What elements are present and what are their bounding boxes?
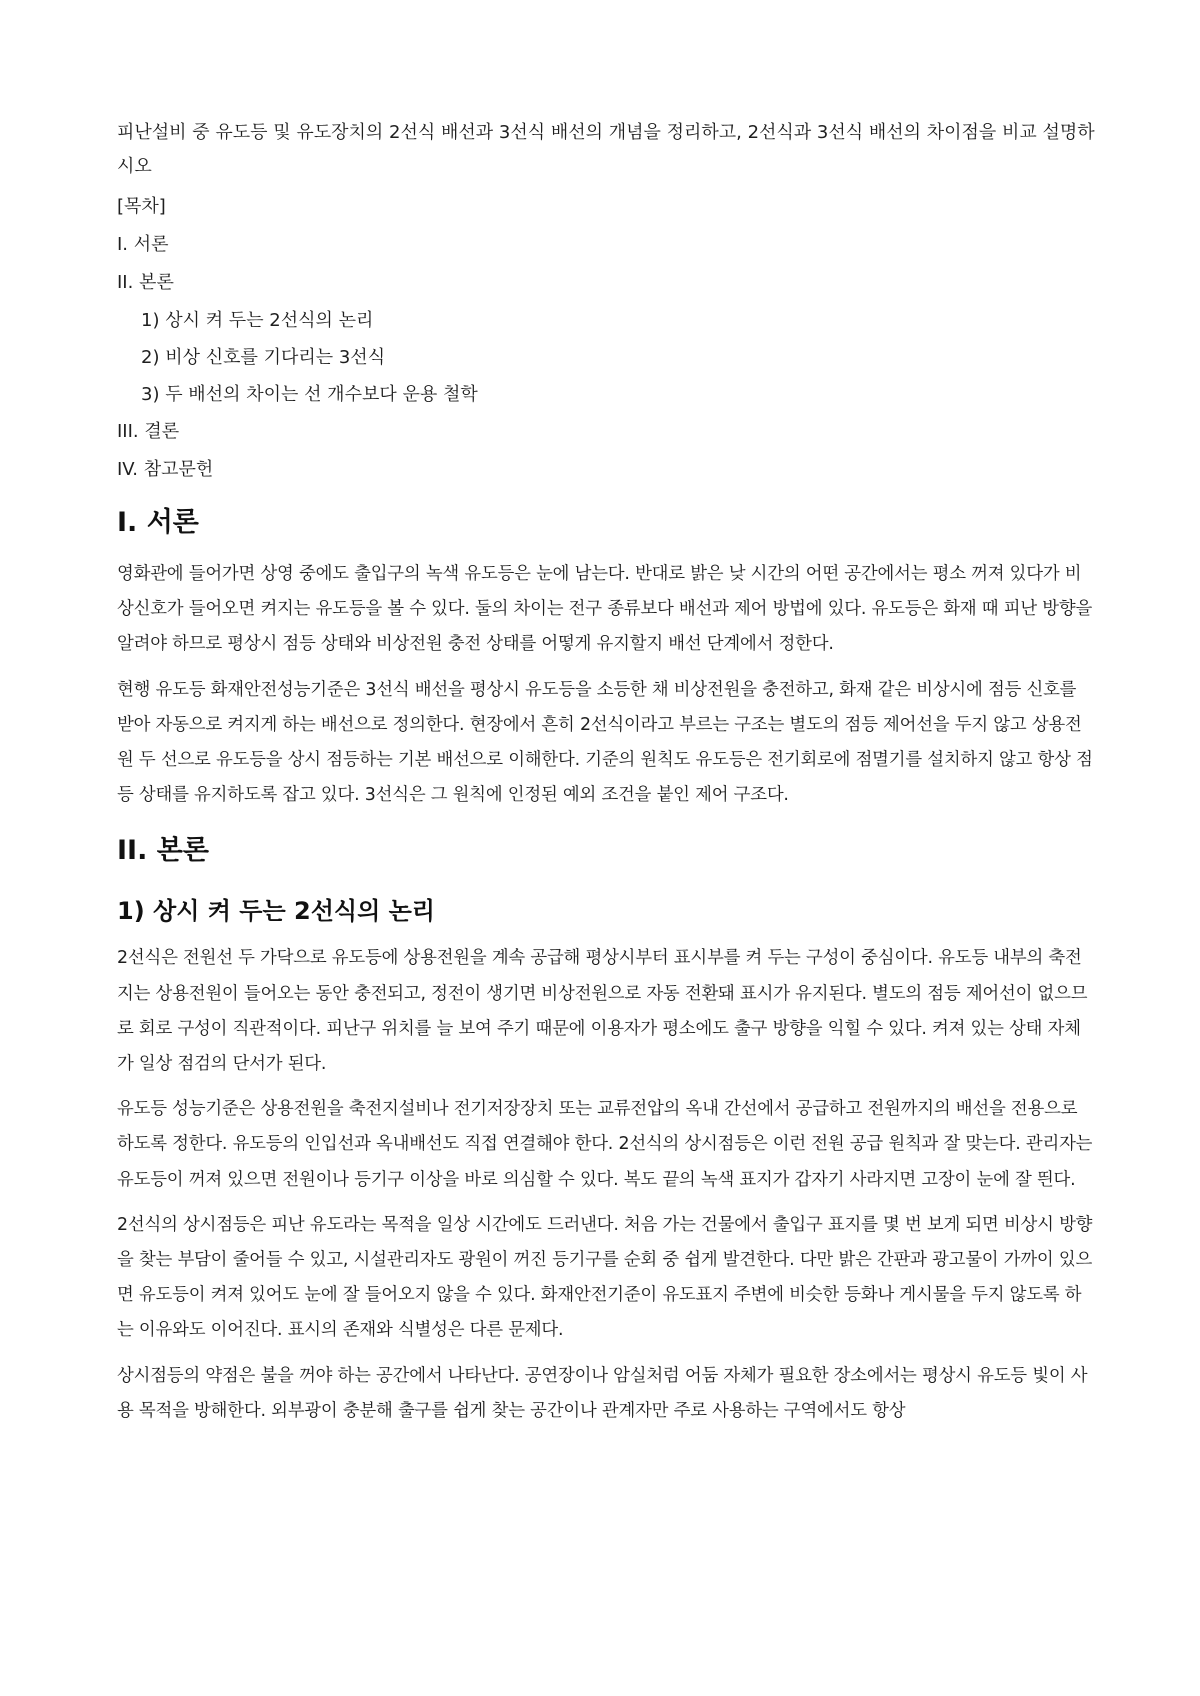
toc-item-body-1: 1) 상시 켜 두는 2선식의 논리	[141, 310, 374, 331]
table-of-contents	[117, 192, 1096, 485]
body-paragraph-1: 2선식은 전원선 두 가닥으로 유도등에 상용전원을 계속 공급해 평상시부터 표시부를 켜 두는 구성이 중심이다. 유도등 내부의 축전지는 상용전원이 들어오는 동안 충전되고, 정전이 생기면 비상전원으로 자동 전환돼 표시가 유지된다. 별도의 점등 제어선이 없으므로 회로 구성이 직관적이다. 피난구 위치를 늘 보여 주기 때문에 이용자가 평소에도 출구 방향을 익힐 수 있다. 켜져 있는 상태 자체가 일상 점검의 단서가 된다.	[117, 948, 1088, 1075]
section-heading-body: II. 본론	[117, 835, 209, 867]
toc-item-references: IV. 참고문헌	[117, 459, 214, 480]
toc-heading: [목차]	[117, 196, 166, 217]
body-paragraph-3: 2선식의 상시점등은 피난 유도라는 목적을 일상 시간에도 드러낸다. 처음 가는 건물에서 출입구 표지를 몇 번 보게 되면 비상시 방향을 찾는 부담이 줄어들 수 있고, 시설관리자도 광원이 꺼진 등기구를 순회 중 쉽게 발견한다. 다만 밝은 간판과 광고물이 가까이 있으면 유도등이 켜져 있어도 눈에 잘 들어오지 않을 수 있다. 화재안전기준이 유도표지 주변에 비슷한 등화나 게시물을 두지 않도록 하는 이유와도 이어진다. 표시의 존재와 식별성은 다른 문제다.	[117, 1214, 1093, 1341]
section-heading-intro: I. 서론	[117, 507, 199, 538]
subsection-heading-1: 1) 상시 켜 두는 2선식의 논리	[117, 897, 435, 926]
intro-paragraph-1: 영화관에 들어가면 상영 중에도 출입구의 녹색 유도등은 눈에 남는다. 반대로 밝은 낮 시간의 어떤 공간에서는 평소 꺼져 있다가 비상신호가 들어오면 켜지는 유도등을 볼 수 있다. 둘의 차이는 전구 종류보다 배선과 제어 방법에 있다. 유도등은 화재 때 피난 방향을 알려야 하므로 평상시 점등 상태와 비상전원 충전 상태를 어떻게 유지할지 배선 단계에서 정한다.	[117, 564, 1093, 655]
question-text: 피난설비 중 유도등 및 유도장치의 2선식 배선과 3선식 배선의 개념을 정리하고, 2선식과 3선식 배선의 차이점을 비교 설명하시오	[117, 122, 1095, 177]
toc-item-body: II. 본론	[117, 272, 174, 293]
toc-item-conclusion: III. 결론	[117, 421, 180, 442]
body-paragraph-2: 유도등 성능기준은 상용전원을 축전지설비나 전기저장장치 또는 교류전압의 옥내 간선에서 공급하고 전원까지의 배선을 전용으로 하도록 정한다. 유도등의 인입선과 옥내배선도 직접 연결해야 한다. 2선식의 상시점등은 이런 전원 공급 원칙과 잘 맞는다. 관리자는 유도등이 꺼져 있으면 전원이나 등기구 이상을 바로 의심할 수 있다. 복도 끝의 녹색 표지가 갑자기 사라지면 고장이 눈에 잘 띈다.	[117, 1099, 1093, 1190]
body-paragraph-4: 상시점등의 약점은 불을 꺼야 하는 공간에서 나타난다. 공연장이나 암실처럼 어둠 자체가 필요한 장소에서는 평상시 유도등 빛이 사용 목적을 방해한다. 외부광이 충분해 출구를 쉽게 찾는 공간이나 관계자만 주로 사용하는 구역에서도 항상	[117, 1365, 1088, 1421]
toc-item-body-3: 3) 두 배선의 차이는 선 개수보다 운용 철학	[141, 384, 478, 405]
intro-paragraph-2: 현행 유도등 화재안전성능기준은 3선식 배선을 평상시 유도등을 소등한 채 비상전원을 충전하고, 화재 같은 비상시에 점등 신호를 받아 자동으로 켜지게 하는 배선으로 정의한다. 현장에서 흔히 2선식이라고 부르는 구조는 별도의 점등 제어선을 두지 않고 상용전원 두 선으로 유도등을 상시 점등하는 기본 배선으로 이해한다. 기준의 원칙도 유도등은 전기회로에 점멸기를 설치하지 않고 항상 점등 상태를 유지하도록 잡고 있다. 3선식은 그 원칙에 인정된 예외 조건을 붙인 제어 구조다.	[117, 679, 1093, 806]
toc-item-intro: I. 서론	[117, 234, 169, 255]
toc-item-body-2: 2) 비상 신호를 기다리는 3선식	[141, 347, 386, 368]
